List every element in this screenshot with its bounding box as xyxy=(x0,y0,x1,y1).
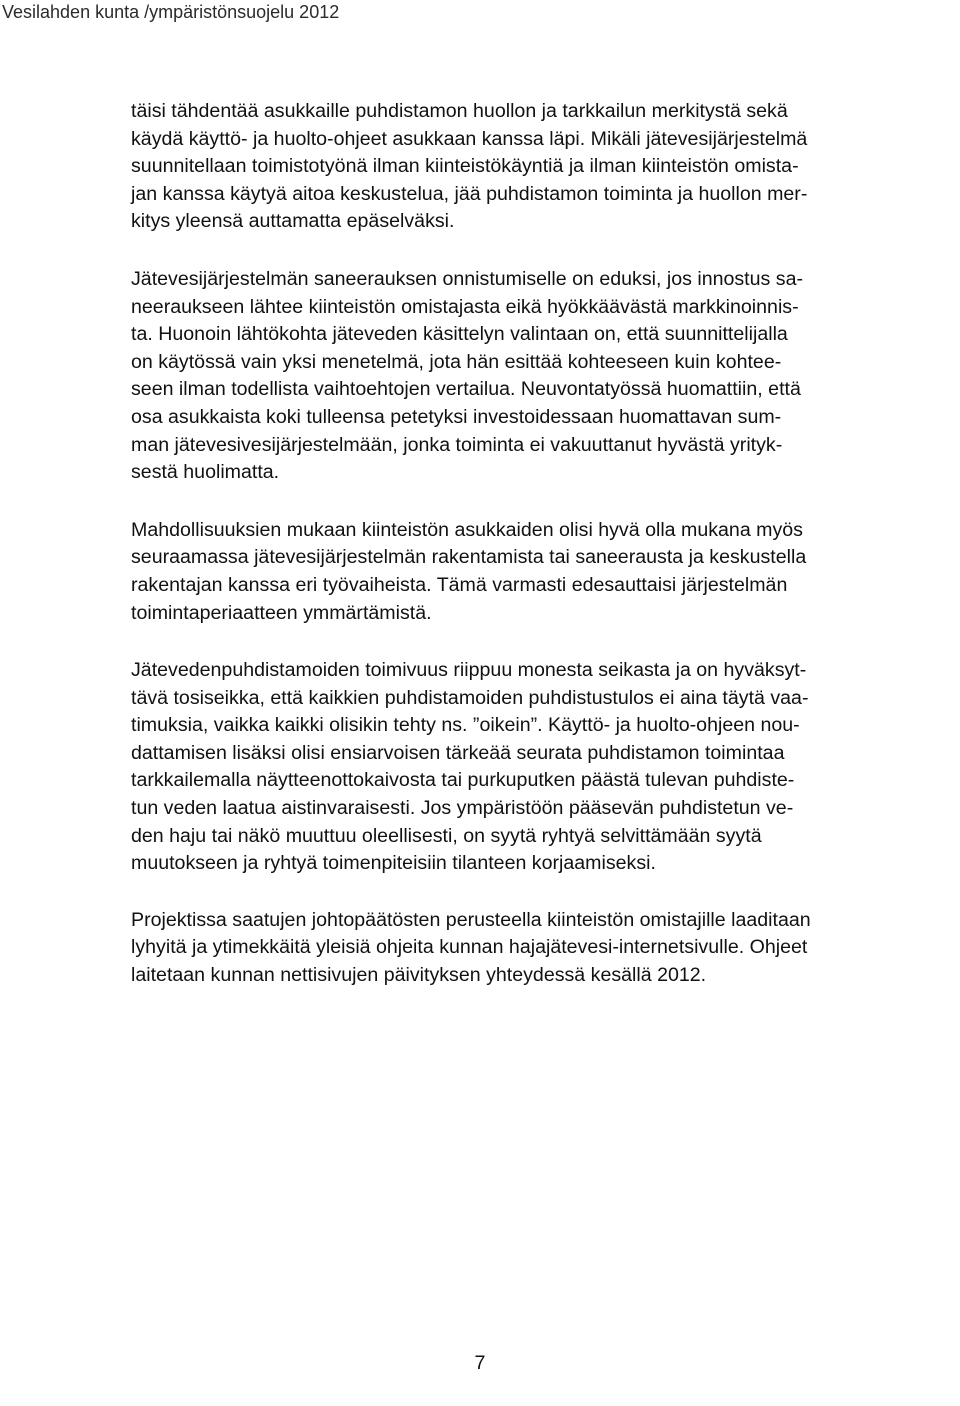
paragraph-3 xyxy=(131,517,960,627)
paragraph-1 xyxy=(131,98,960,236)
text-line: seuraamassa jätevesijärjestelmän rakentamista tai saneerausta ja keskustella xyxy=(131,546,807,569)
text-line: neeraukseen lähtee kiinteistön omistajasta eikä hyökkäävästä markkinoinnis- xyxy=(131,295,799,318)
document-header-title: Vesilahden kunta /ympäristönsuojelu 2012 xyxy=(2,2,340,22)
text-line: kitys yleensä auttamatta epäselväksi. xyxy=(131,210,455,233)
paragraph-5 xyxy=(131,907,960,990)
text-line: laitetaan kunnan nettisivujen päivityksen yhteydessä kesällä 2012. xyxy=(131,964,707,987)
text-line: Projektissa saatujen johtopäätösten perusteella kiinteistön omistajille laaditaan xyxy=(131,908,811,931)
text-line: dattamisen lisäksi olisi ensiarvoisen tärkeää seurata puhdistamon toimintaa xyxy=(131,741,785,764)
paragraph-2 xyxy=(131,266,960,487)
text-line: osa asukkaista koki tulleensa petetyksi investoidessaan huomattavan sum- xyxy=(131,405,782,428)
text-line: toimintaperiaatteen ymmärtämistä. xyxy=(131,601,432,624)
page-number: 7 xyxy=(474,1352,486,1374)
text-line: man jätevesivesijärjestelmään, jonka toiminta ei vakuuttanut hyvästä yrityk- xyxy=(131,433,783,456)
text-line: tun veden laatua aistinvaraisesti. Jos ympäristöön pääsevän puhdistetun ve- xyxy=(131,797,794,820)
text-line: tävä tosiseikka, että kaikkien puhdistamoiden puhdistustulos ei aina täytä vaa- xyxy=(131,686,809,709)
text-line: on käytössä vain yksi menetelmä, jota hän esittää kohteeseen kuin kohtee- xyxy=(131,350,782,373)
text-line: seen ilman todellista vaihtoehtojen vertailua. Neuvontatyössä huomattiin, että xyxy=(131,378,801,401)
text-line: Mahdollisuuksien mukaan kiinteistön asukkaiden olisi hyvä olla mukana myös xyxy=(131,518,803,541)
page-body xyxy=(131,98,960,990)
text-line: Jätevedenpuhdistamoiden toimivuus riippuu monesta seikasta ja on hyväksyt- xyxy=(131,659,807,682)
text-line: ta. Huonoin lähtökohta jäteveden käsittelyn valintaan on, että suunnittelijalla xyxy=(131,323,788,346)
text-line: Jätevesijärjestelmän saneerauksen onnistumiselle on eduksi, jos innostus sa- xyxy=(131,267,803,290)
text-line: muutokseen ja ryhtyä toimenpiteisiin tilanteen korjaamiseksi. xyxy=(131,852,656,875)
text-line: tarkkailemalla näytteenottokaivosta tai purkuputken päästä tulevan puhdiste- xyxy=(131,769,795,792)
paragraph-4 xyxy=(131,657,960,878)
text-line: sestä huolimatta. xyxy=(131,461,280,484)
text-line: jan kanssa käytyä aitoa keskustelua, jää puhdistamon toiminta ja huollon mer- xyxy=(131,182,808,205)
text-line: suunnitellaan toimistotyönä ilman kiinteistökäyntiä ja ilman kiinteistön omista- xyxy=(131,155,799,178)
text-line: käydä käyttö- ja huolto-ohjeet asukkaan kanssa läpi. Mikäli jätevesijärjestelmä xyxy=(131,127,808,150)
text-line: rakentajan kanssa eri työvaiheista. Tämä varmasti edesauttaisi järjestelmän xyxy=(131,573,788,596)
text-line: lyhyitä ja ytimekkäitä yleisiä ohjeita kunnan hajajätevesi-internetsivulle. Ohjeet xyxy=(131,936,808,959)
text-line: timuksia, vaikka kaikki olisikin tehty ns. ”oikein”. Käyttö- ja huolto-ohjeen nou- xyxy=(131,714,800,737)
text-line: täisi tähdentää asukkaille puhdistamon huollon ja tarkkailun merkitystä sekä xyxy=(131,100,788,122)
text-line: den haju tai näkö muuttuu oleellisesti, on syytä ryhtyä selvittämään syytä xyxy=(131,824,762,847)
running-header xyxy=(0,0,960,26)
